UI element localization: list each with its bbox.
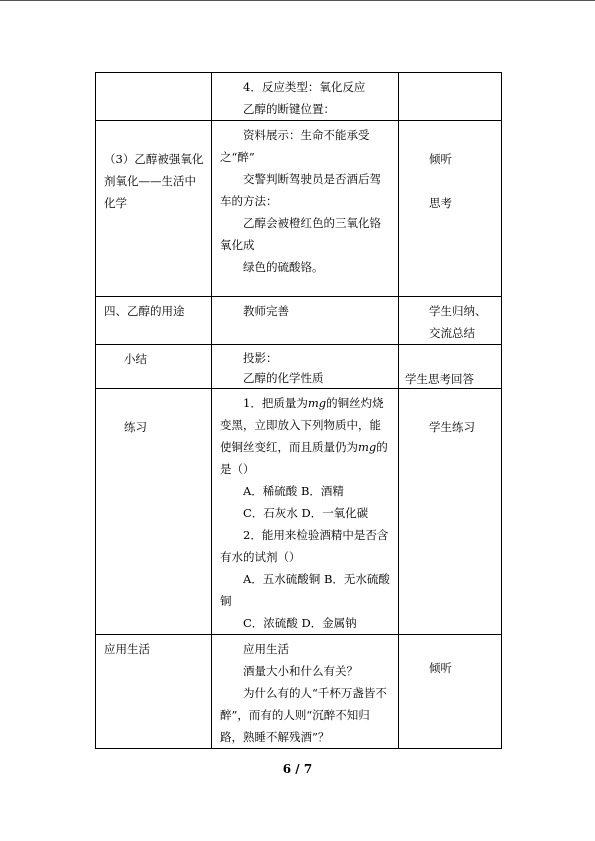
cell-text: 小结 [124,352,147,366]
cell-text: 乙醇会被橙红色的三氧化铬氧化成 [220,216,381,252]
table-cell [96,345,212,389]
cell-text: 学生练习 [429,420,475,434]
cell-text: 投影： [243,351,278,365]
table-row [96,345,502,389]
table-row [96,121,502,297]
table-cell [399,635,502,749]
table-cell [96,73,212,121]
table-cell [96,121,212,297]
cell-text: 2．能用来检验酒精中是否含有水的试剂（） [220,528,389,564]
cell-text: 乙醇的断键位置： [243,102,335,116]
cell-text: 乙醇的化学性质 [243,371,324,385]
table-cell [96,635,212,749]
table-cell [96,389,212,635]
cell-text: C．石灰水 D．一氧化碳 [243,506,369,520]
page-number: 6 / 7 [282,762,313,776]
cell-text: 学生思考回答 [405,372,474,386]
table-cell [212,121,399,297]
cell-text: 练习 [124,420,147,434]
table-cell [212,345,399,389]
cell-text: 酒量大小和什么有关？ [243,664,358,678]
cell-text: 绿色的硫酸铬。 [243,260,324,274]
cell-text: 交警判断驾驶员是否酒后驾车的方法： [220,172,381,208]
table-cell [399,345,502,389]
table-cell [212,73,399,121]
table-cell [399,297,502,345]
cell-text: （3）乙醇被强氧化剂氧化——生活中化学 [104,152,204,210]
cell-text: 四、乙醇的用途 [104,304,185,318]
table-row [96,635,502,749]
cell-text: 应用生活 [243,642,289,656]
cell-text: 资料展示：生命不能承受之“醉” [220,128,370,164]
cell-text: 学生归纳、交流总结 [429,304,487,340]
cell-text: 倾听 [429,152,452,166]
cell-text: A．五水硫酸铜 B．无水硫酸铜 [220,572,390,608]
table-cell [399,121,502,297]
table-cell [212,297,399,345]
table-row [96,389,502,635]
table-cell [399,73,502,121]
cell-text: 应用生活 [104,642,150,656]
cell-text: 为什么有的人“千杯万盏皆不醉”，而有的人则“沉醉不知归路，熟睡不解残酒”？ [220,686,387,744]
cell-text: C．浓硫酸 D．金属钠 [243,616,357,630]
cell-text: 教师完善 [243,304,289,318]
header-rule [0,0,595,1]
exercise-question-1: 1．把质量为mg的铜丝灼烧变黑，立即放入下列物质中，能使铜丝变红，而且质量仍为mg的是（） [220,396,388,476]
table-cell [212,389,399,635]
table-cell [399,389,502,635]
table-cell [212,635,399,749]
cell-text: 4．反应类型：氧化反应 [243,80,366,94]
table-cell [96,297,212,345]
cell-text: A．稀硫酸 B．酒精 [243,484,344,498]
cell-text: 倾听 [429,661,452,675]
lesson-plan-table [95,72,502,749]
table-row [96,73,502,121]
cell-text: 思考 [429,196,452,210]
table-row [96,297,502,345]
